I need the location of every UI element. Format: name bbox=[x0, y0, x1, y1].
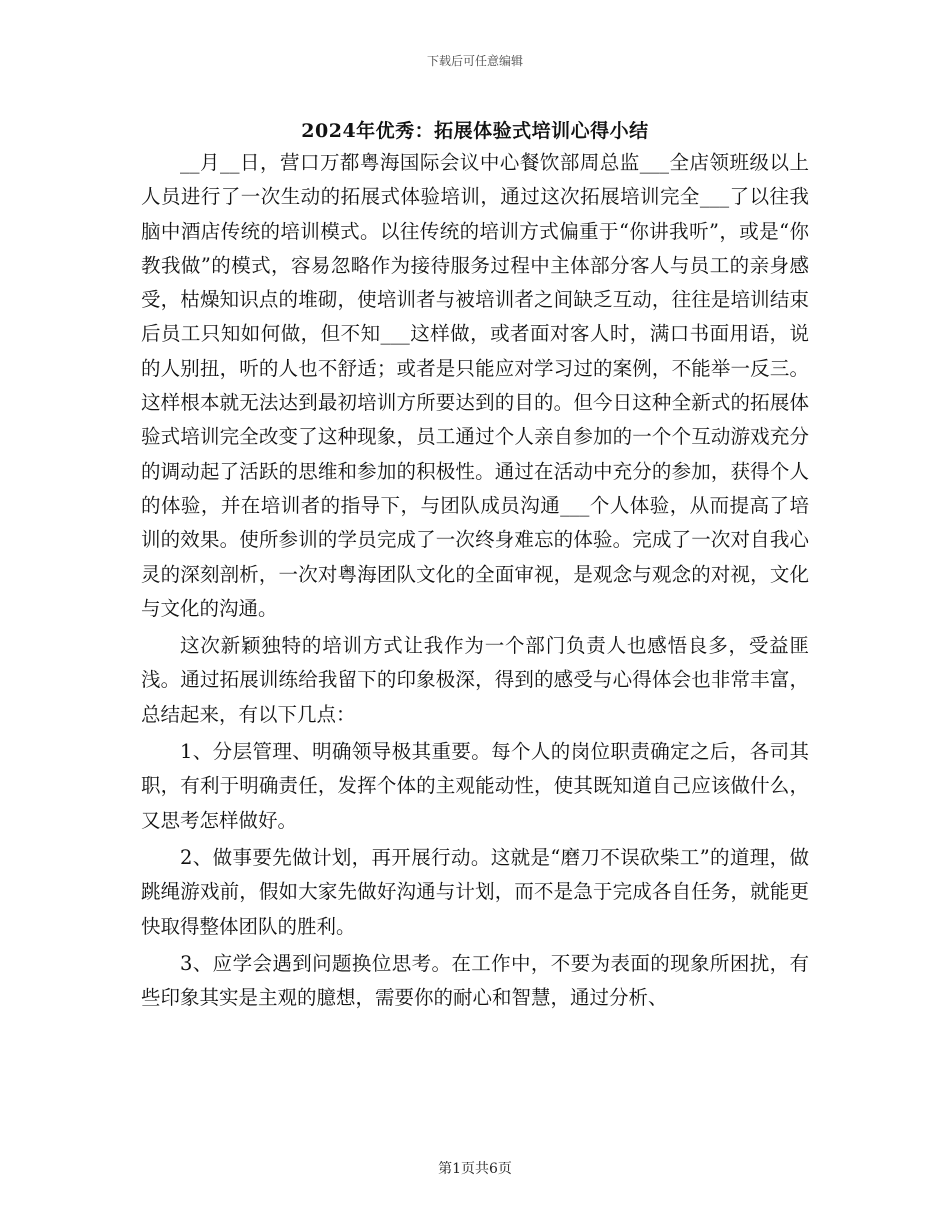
document-title: 2024年优秀：拓展体验式培训心得小结 bbox=[301, 120, 649, 142]
paragraph-1: __月__日，营口万都粤海国际会议中心餐饮部周总监___全店领班级以上人员进行了一次生动的拓展式体验培训，通过这次拓展培训完全___了以往我脑中酒店传统的培训模式。以往传统的培训方式偏重于“你讲我听”，或是“你教我做”的模式，容易忽略作为接待服务过程中主体部分客人与员工的亲身感受，枯燥知识点的堆砌，使培训者与被培训者之间缺乏互动，往往是培训结束后员工只知如何做，但不知___这样做，或者面对客人时，满口书面用语，说的人别扭，听的人也不舒适；或者是只能应对学习过的案例，不能举一反三。这样根本就无法达到最初培训方所要达到的目的。但今日这种全新式的拓展体验式培训完全改变了这种现象，员工通过个人亲自参加的一个个互动游戏充分的调动起了活跃的思维和参加的积极性。通过在活动中充分的参加，获得个人的体验，并在培训者的指导下，与团队成员沟通___个人体验，从而提高了培训的效果。使所参训的学员完成了一次终身难忘的体验。完成了一次对自我心灵的深刻剖析，一次对粤海团队文化的全面审视，是观念与观念的对视，文化与文化的沟通。 bbox=[141, 151, 809, 620]
header-note: 下载后可任意编辑 bbox=[426, 54, 523, 68]
paragraph-4: 2、做事要先做计划，再开展行动。这就是“磨刀不误砍柴工”的道理，做跳绳游戏前，假如大家先做好沟通与计划，而不是急于完成各自任务，就能更快取得整体团队的胜利。 bbox=[141, 845, 809, 938]
document-body bbox=[141, 146, 809, 1018]
page-number: 第1页共6页 bbox=[438, 1161, 512, 1177]
paragraph-5: 3、应学会遇到问题换位思考。在工作中，不要为表面的现象所困扰，有些印象其实是主观的臆想，需要你的耐心和智慧，通过分析、 bbox=[141, 951, 809, 1010]
paragraph-3: 1、分层管理、明确领导极其重要。每个人的岗位职责确定之后，各司其职，有利于明确责任，发挥个体的主观能动性，使其既知道自己应该做什么，又思考怎样做好。 bbox=[141, 740, 809, 832]
paragraph-2: 这次新颖独特的培训方式让我作为一个部门负责人也感悟良多，受益匪浅。通过拓展训练给我留下的印象极深，得到的感受与心得体会也非常丰富，总结起来，有以下几点： bbox=[141, 634, 809, 726]
